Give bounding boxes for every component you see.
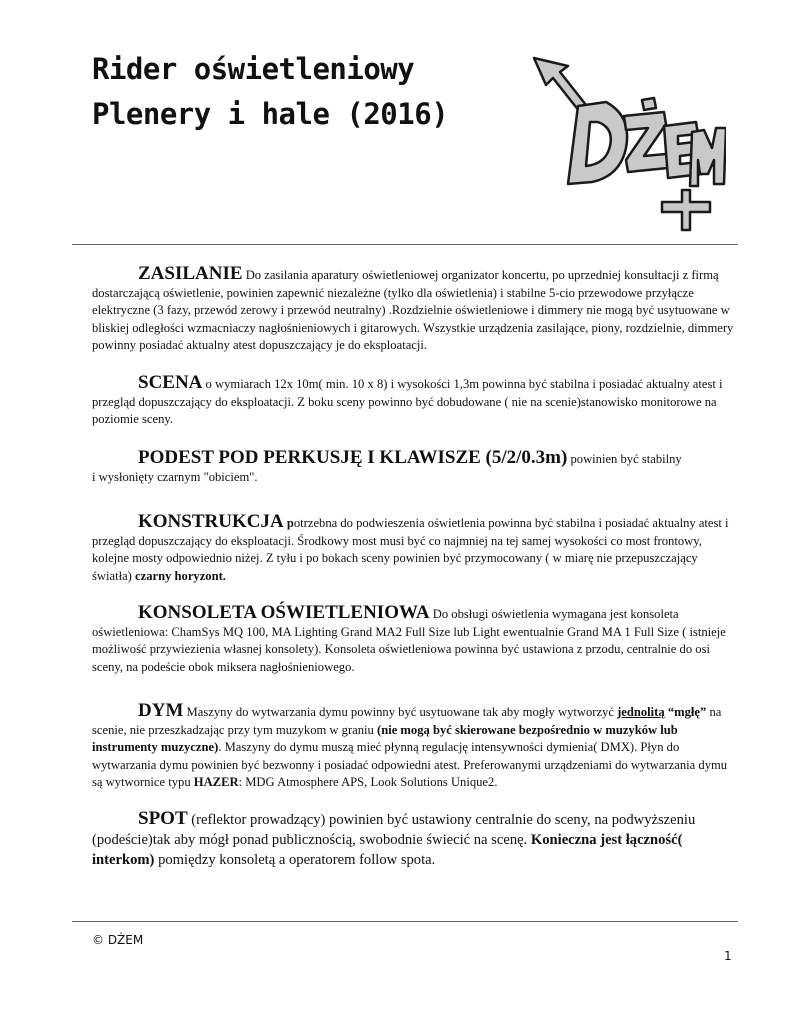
section-konsoleta <box>92 604 735 676</box>
dzem-logo <box>528 52 726 232</box>
page-number: 1 <box>724 949 732 963</box>
heading-spot: SPOT <box>138 808 188 829</box>
text-dym-quote: “mgłę” <box>664 705 707 719</box>
text-konstrukcja: otrzebna do podwieszenia oświetlenia powinna być stabilna i posiadać aktualny atest i przegląd dopuszczający do eksploatacji. Środkowy most musi być co najmniej na tej samej wysokości co most frontowy, kolejne mosty odpowiednio niżej. Z tyłu i po bokach sceny powinien być przymocowany ( w miarę nie przepuszczający światła) <box>92 516 729 583</box>
heading-dym: DYM <box>138 700 184 721</box>
text-spot-bold: Konieczna jest łączność( interkom) <box>92 832 683 868</box>
heading-zasilanie: ZASILANIE <box>138 263 243 284</box>
header-divider <box>72 244 738 245</box>
footer-divider <box>72 921 738 922</box>
text-konstrukcja-bold-end: czarny horyzont. <box>135 568 226 583</box>
text-konstrukcja-bold-letter: p <box>286 516 294 530</box>
heading-konsoleta: KONSOLETA OŚWIETLENIOWA <box>138 602 430 623</box>
title-line-2: Plenery i hale (2016) <box>92 97 449 131</box>
text-dym-1: Maszyny do wytwarzania dymu powinny być usytuowane tak aby mogły wytworzyć <box>183 705 618 719</box>
text-dym-hazer: HAZER <box>193 775 239 790</box>
text-dym-bold-mid: (nie mogą być skierowane bezpośrednio w muzyków lub instrumenty muzyczne) <box>92 722 678 755</box>
text-dym-2: na scenie, nie przeszkadzając przy tym muzykom w graniu <box>92 705 722 737</box>
text-dym-3: . Maszyny do dymu muszą mieć płynną regulację intensywności dymienia( DMX). Płyn do wytwarzania dymu powinien być bezwonny i posiadać odpowiedni atest. Preferowanymi urządzeniami do wytwarzania dymu są wytwornice typu <box>92 740 728 790</box>
section-spot <box>92 809 735 870</box>
footer-copyright: © DŻEM <box>92 933 144 947</box>
text-dym-underlined: jednolitą <box>617 705 665 719</box>
text-dym-4: : MDG Atmosphere APS, Look Solutions Unique2. <box>238 775 498 790</box>
heading-podest: PODEST POD PERKUSJĘ I KLAWISZE (5/2/0.3m) <box>138 447 568 468</box>
text-spot-1: (reflektor prowadzący) powinien być ustawiony centralnie do sceny, na podwyższeniu (podeście)tak aby mógł ponad publicznością, swobodnie świecić na scenę. <box>92 812 696 848</box>
text-podest-2: i wysłonięty czarnym "obiciem". <box>92 469 258 484</box>
section-konstrukcja <box>92 513 735 585</box>
section-podest <box>92 449 735 486</box>
text-scena: o wymiarach 12x 10m( min. 10 x 8) i wysokości 1,3m powinna być stabilna i posiadać aktualny atest i przegląd dopuszczający do eksploatacji. Z boku sceny powinno być dobudowane ( nie na scenie)stanowisko monitorowe na poziomie sceny. <box>92 377 723 427</box>
text-podest-1: powinien być stabilny <box>567 452 682 466</box>
heading-konstrukcja: KONSTRUKCJA <box>138 511 284 532</box>
heading-scena: SCENA <box>138 372 203 393</box>
text-zasilanie: Do zasilania aparatury oświetleniowej organizator koncertu, po uprzedniej konsultacji z firmą dostarczającą oświetlenie, powinien zapewnić niezależne (tylko dla oświetlenia) i stabilne 5-cio przewodowe przyłącze elektryczne (3 fazy, przewód zerowy i przewód neutralny) .Rozdzielnie oświetleniowe i dimmery nie mogą być usytuowane w bliskiej odległości wzmacniaczy nagłośnieniowych i gitarowych. Wszystkie urządzenia zasilające, piony, rozdzielnie, dimmery powinny posiadać aktualny atest dopuszczający je do eksploatacji. <box>92 268 734 353</box>
text-konsoleta: Do obsługi oświetlenia wymagana jest konsoleta oświetleniowa: ChamSys MQ 100, MA Lighting Grand MA2 Full Size lub Light ewentualnie Grand MA 1 Full Size ( istnieje możliwość przywiezienia własnej konsolety). Konsoleta oświetleniowa powinna być ustawiona z przodu, centralnie do osi sceny, na podeście obok miksera nagłośnieniowego. <box>92 607 726 674</box>
text-spot-2: pomiędzy konsoletą a operatorem follow spota. <box>154 852 436 868</box>
section-dym <box>92 702 735 792</box>
section-scena <box>92 374 735 429</box>
title-line-1: Rider oświetleniowy <box>92 52 415 86</box>
section-zasilanie <box>92 265 735 355</box>
